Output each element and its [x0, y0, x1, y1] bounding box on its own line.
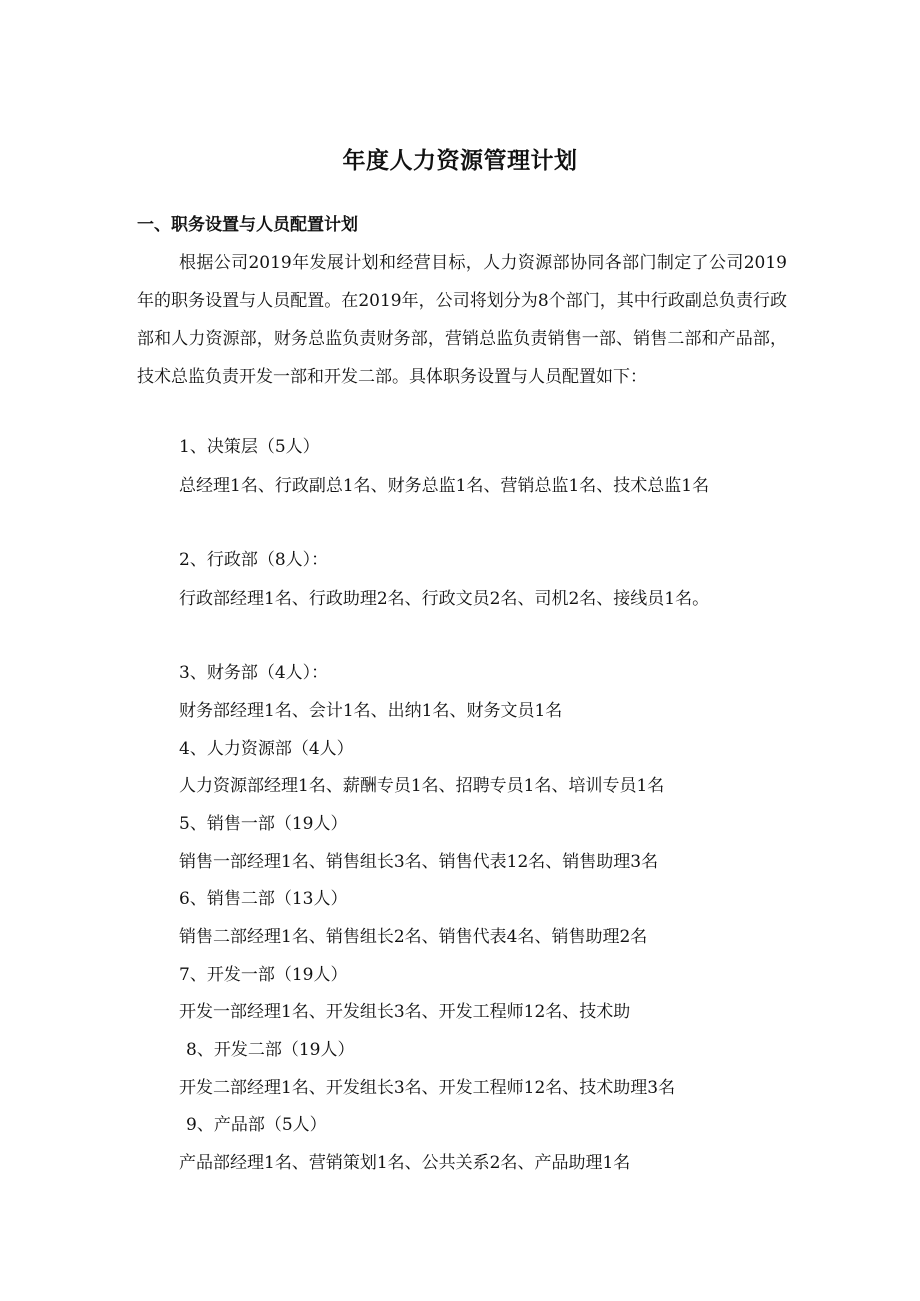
item-detail: 开发一部经理1名、开发组长3名、开发工程师12名、技术助: [179, 1002, 631, 1022]
item-heading: 9、产品部（5人）: [186, 1115, 327, 1135]
item-detail: 开发二部经理1名、开发组长3名、开发工程师12名、技术助理3名: [179, 1078, 676, 1098]
item-heading: 2、行政部（8人）：: [179, 550, 329, 570]
item-heading: 7、开发一部（19人）: [179, 965, 348, 985]
item-heading: 1、决策层（5人）: [179, 437, 320, 457]
item-heading: 6、销售二部（13人）: [179, 889, 348, 909]
item-detail: 产品部经理1名、营销策划1名、公共关系2名、产品助理1名: [179, 1153, 631, 1173]
item-detail: 销售一部经理1名、销售组长3名、销售代表12名、销售助理3名: [179, 852, 659, 872]
item-heading: 5、销售一部（19人）: [179, 814, 348, 834]
item-detail: 行政部经理1名、行政助理2名、行政文员2名、司机2名、接线员1名。: [179, 589, 710, 609]
item-heading: 8、开发二部（19人）: [186, 1040, 355, 1060]
document-title: 年度人力资源管理计划: [342, 148, 578, 174]
item-detail: 总经理1名、行政副总1名、财务总监1名、营销总监1名、技术总监1名: [179, 476, 710, 496]
item-heading: 4、人力资源部（4人）: [179, 739, 354, 759]
item-detail: 财务部经理1名、会计1名、出纳1名、财务文员1名: [179, 701, 563, 721]
item-heading: 3、财务部（4人）：: [179, 663, 329, 683]
item-detail: 销售二部经理1名、销售组长2名、销售代表4名、销售助理2名: [179, 927, 648, 947]
section-heading: 一、职务设置与人员配置计划: [137, 215, 358, 235]
intro-paragraph: 根据公司2019年发展计划和经营目标，人力资源部协同各部门制定了公司2019年的职务设置与人员配置。在2019年，公司将划分为8个部门，其中行政副总负责行政部和人力资源部，财务总监负责财务部，营销总监负责销售一部、销售二部和产品部，技术总监负责开发一部和开发二部。具体职务设置与人员配置如下：: [137, 253, 787, 387]
item-detail: 人力资源部经理1名、薪酬专员1名、招聘专员1名、培训专员1名: [179, 776, 665, 796]
